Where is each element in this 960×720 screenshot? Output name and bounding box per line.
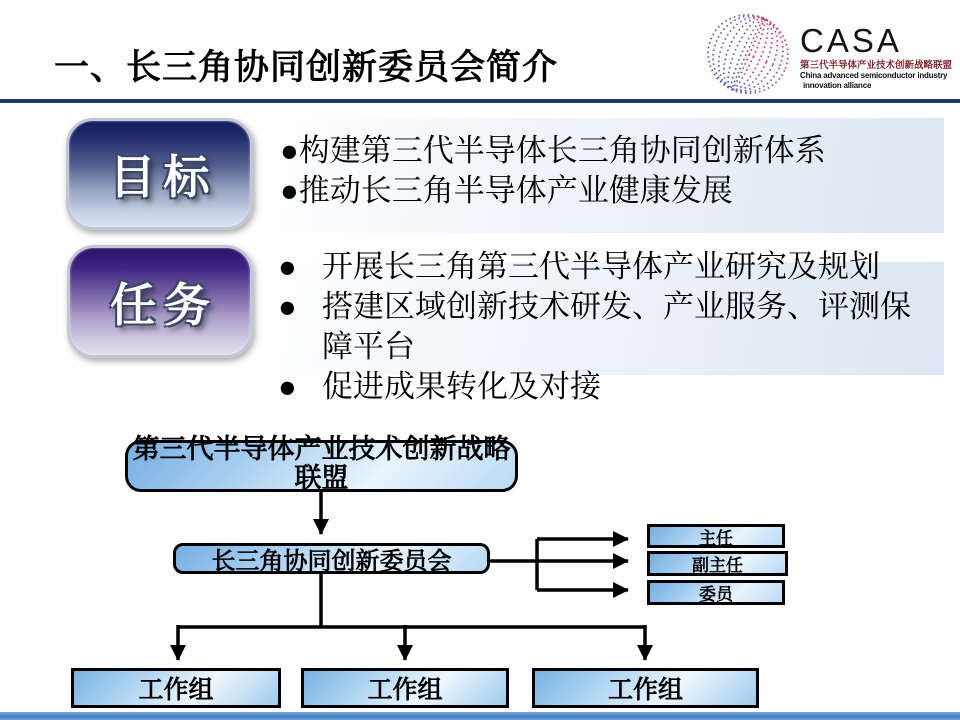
- goal-bullet-list: [280, 131, 930, 211]
- goal-tab: [66, 118, 253, 230]
- casa-wordmark: CASA: [800, 22, 902, 59]
- task-tab-label: 任务: [110, 279, 218, 331]
- task-tab: [67, 245, 253, 358]
- bullet-icon: ●: [280, 133, 299, 168]
- goal-bullet-2: ● 推动长三角半导体产业健康发展: [280, 171, 930, 211]
- alliance-name-cn: 第三代半导体产业技术创新战略联盟: [800, 60, 953, 71]
- task-bullet-1: ● 开展长三角第三代半导体产业研究及规划: [278, 247, 938, 287]
- goal-bullet-1: ● 构建第三代半导体长三角协同创新体系: [280, 131, 930, 171]
- orgchart-box-member: 委员: [647, 580, 785, 605]
- bullet-icon: ●: [278, 249, 297, 284]
- orgchart-box-workgroup-2: 工作组: [301, 668, 509, 708]
- casa-logo: [700, 8, 956, 98]
- orgchart-box-vice-director: 副主任: [647, 551, 788, 576]
- goal-tab-label: 目标: [109, 152, 218, 203]
- orgchart-box-alliance: 第三代半导体产业技术创新战略联盟: [125, 440, 518, 492]
- bullet-icon: ●: [280, 173, 299, 208]
- alliance-name-en-line1: China advanced semiconductor industry: [800, 71, 948, 80]
- task-bullet-3: ● 促进成果转化及对接: [278, 367, 938, 407]
- page-title: 一、长三角协同创新委员会简介: [54, 48, 559, 87]
- orgchart-box-workgroup-1: 工作组: [71, 668, 281, 708]
- orgchart-box-director: 主任: [647, 524, 785, 548]
- bullet-icon: ●: [278, 289, 297, 324]
- alliance-name-en-line2: innovation alliance: [803, 80, 872, 90]
- bullet-icon: ●: [278, 369, 297, 404]
- task-bullet-2: ● 搭建区域创新技术研发、产业服务、评测保障平台: [278, 289, 911, 364]
- orgchart-box-workgroup-3: 工作组: [532, 668, 759, 708]
- casa-logo-text: [800, 24, 956, 90]
- casa-globe-icon: [702, 12, 794, 96]
- bottom-accent-bar: [0, 712, 960, 720]
- task-bullet-list: [278, 247, 938, 407]
- title-divider: [0, 99, 960, 103]
- orgchart-box-committee: 长三角协同创新委员会: [173, 543, 490, 574]
